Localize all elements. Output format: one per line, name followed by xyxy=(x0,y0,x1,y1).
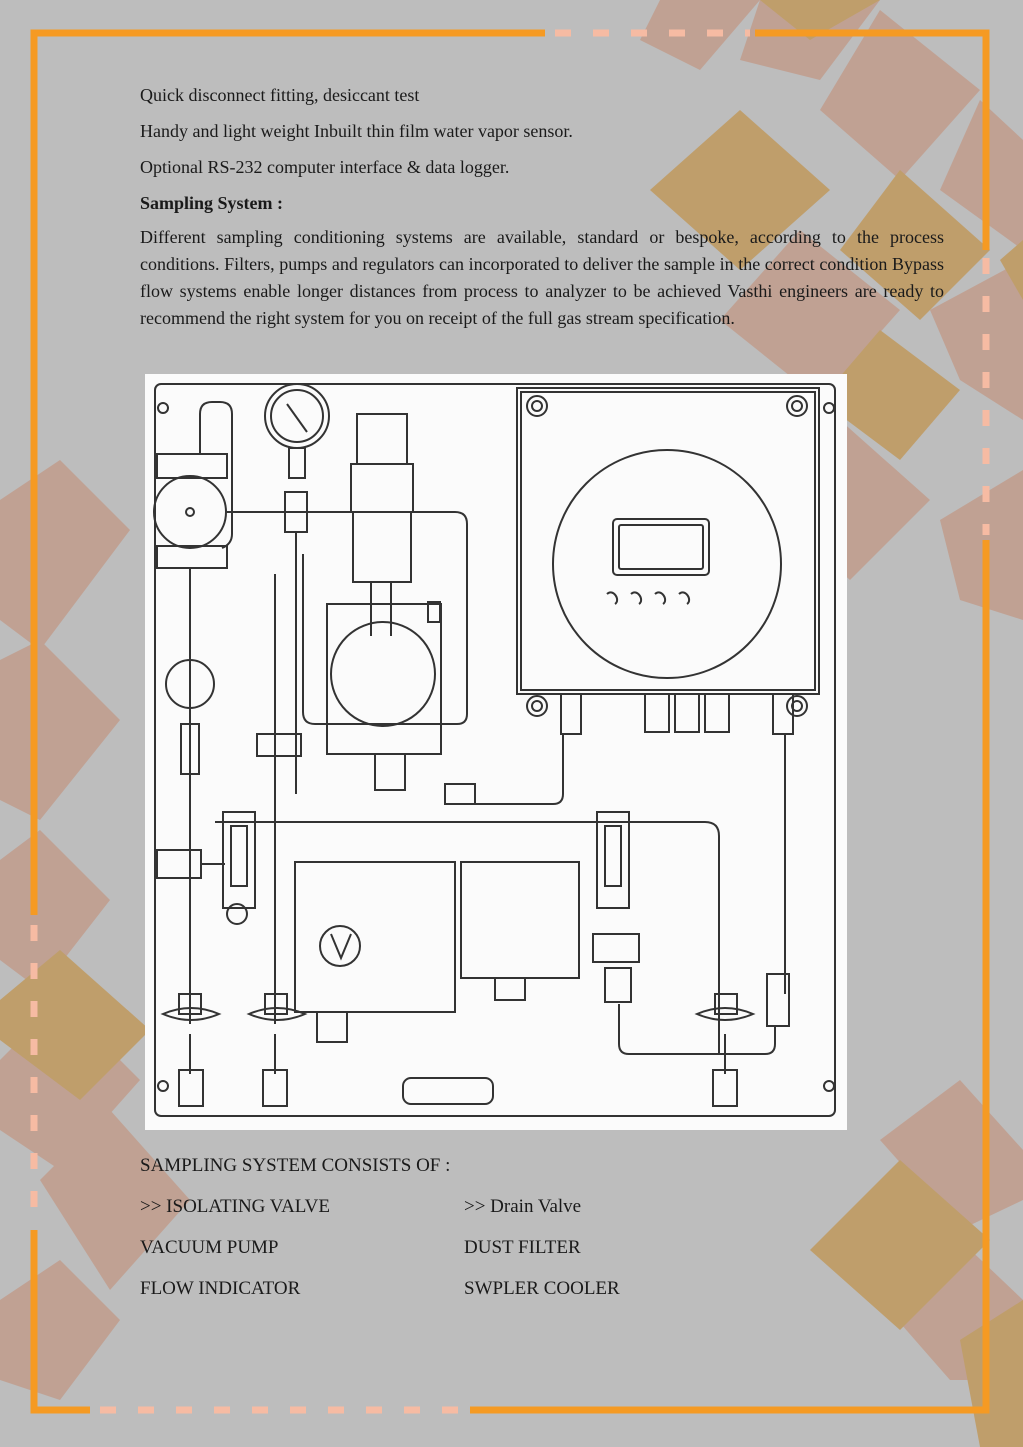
sampling-system-diagram xyxy=(145,374,847,1130)
outlet-fitting xyxy=(713,1070,737,1106)
text-content xyxy=(140,84,944,332)
component-item: FLOW INDICATOR xyxy=(140,1278,301,1299)
components-list xyxy=(140,1155,704,1300)
pump-body-icon xyxy=(154,476,226,548)
section-paragraph: Different sampling conditioning systems are available, standard or bespoke, according to the process conditions. Filters, pumps and regulators can incorporated to deliver the sample in the correct condition Bypass flow systems enable longer distances from process to analyzer to be achieved Vasthi engineers are ready to recommend the right system for you on receipt of the full gas stream specification. xyxy=(140,227,944,328)
component-item: >> ISOLATING VALVE xyxy=(140,1196,330,1217)
junction-box-small xyxy=(461,862,579,978)
outlet-fitting xyxy=(263,1070,287,1106)
outlet-fitting xyxy=(179,1070,203,1106)
feature-line-3: Optional RS-232 computer interface & data logger. xyxy=(140,157,510,177)
drain-valve-icon xyxy=(403,1078,493,1104)
component-item: DUST FILTER xyxy=(464,1237,581,1258)
mount-hole-icon xyxy=(158,1081,168,1091)
component-item: SWPLER COOLER xyxy=(464,1278,620,1299)
feature-line-2: Handy and light weight Inbuilt thin film water vapor sensor. xyxy=(140,121,573,141)
component-item: >> Drain Valve xyxy=(464,1196,582,1217)
section-heading: Sampling System : xyxy=(140,193,284,213)
mount-hole-icon xyxy=(824,1081,834,1091)
filter-housing xyxy=(327,604,441,754)
mount-hole-icon xyxy=(158,403,168,413)
feature-line-1: Quick disconnect fitting, desiccant test xyxy=(140,85,420,105)
mount-hole-icon xyxy=(824,403,834,413)
junction-box-large xyxy=(295,862,455,1012)
component-item: VACUUM PUMP xyxy=(140,1237,279,1258)
analyzer-enclosure xyxy=(517,388,819,734)
components-title: SAMPLING SYSTEM CONSISTS OF : xyxy=(140,1155,451,1176)
pressure-gauge-icon xyxy=(265,384,329,448)
